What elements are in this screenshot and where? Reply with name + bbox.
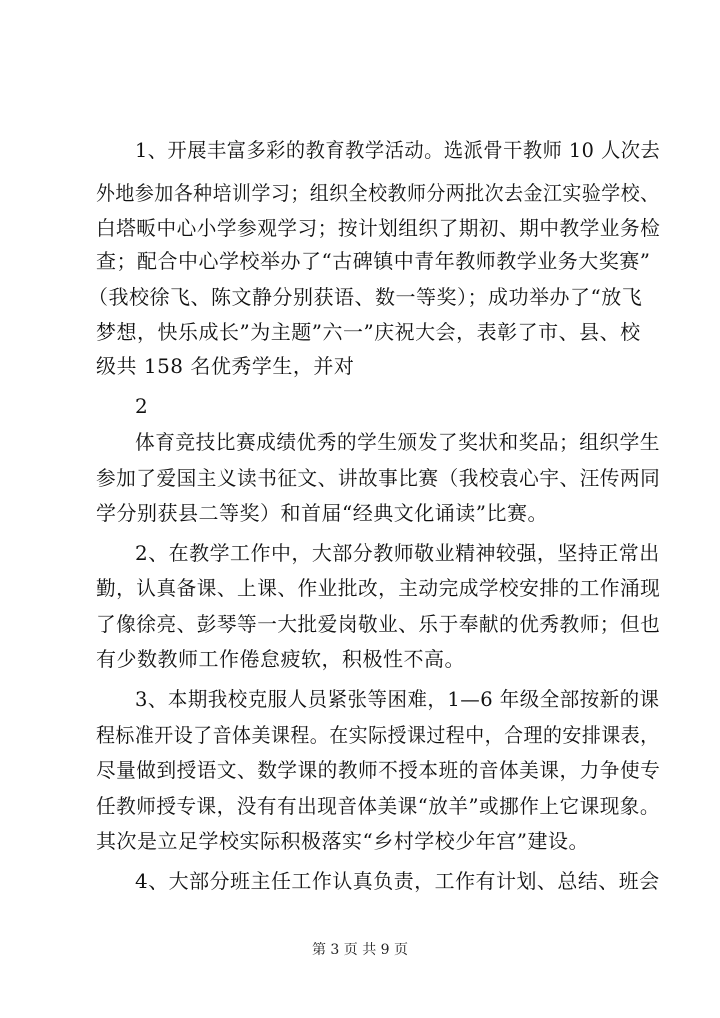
text-line: 学分别获县二等奖）和首届“经典文化诵读”比赛。	[96, 501, 548, 525]
text-line: 任教师授专课，没有有出现音体美课“放羊”或挪作上它课现象。	[96, 794, 661, 818]
text-line: 外地参加各种培训学习；组织全校教师分两批次去金江实验学校、	[96, 181, 660, 205]
text-line: 3、本期我校克服人员紧张等困难，1—6 年级全部按新的课	[135, 687, 660, 711]
page-footer: 第 3 页 共 9 页	[311, 942, 409, 958]
text-line: 有少数教师工作倦怠疲软，积极性不高。	[96, 647, 465, 671]
text-line: 体育竞技比赛成绩优秀的学生颁发了奖状和奖品；组织学生	[135, 430, 661, 454]
text-line: 白塔畈中心小学参观学习；按计划组织了期初、期中教学业务检	[96, 216, 661, 240]
text-line: 程标准开设了音体美课程。在实际授课过程中，合理的安排课表，	[96, 723, 660, 747]
text-line: 其次是立足学校实际积极落实“乡村学校少年宫”建设。	[96, 829, 589, 853]
text-line: 尽量做到授语文、数学课的教师不授本班的音体美课，力争使专	[96, 758, 661, 782]
text-line: 参加了爱国主义读书征文、讲故事比赛（我校袁心宇、汪传两同	[96, 466, 661, 490]
text-line: （我校徐飞、陈文静分别获语、数一等奖）；成功举办了“放飞	[88, 285, 643, 309]
text-line: 勤，认真备课、上课、作业批改，主动完成学校安排的工作涌现	[96, 576, 661, 600]
page-marker: 2	[135, 394, 149, 418]
text-line: 级共 158 名优秀学生，并对	[96, 354, 355, 378]
text-line: 了像徐亮、彭琴等一大批爱岗敬业、乐于奉献的优秀教师；但也	[96, 612, 661, 636]
text-line: 2、在教学工作中，大部分教师敬业精神较强，坚持正常出	[135, 541, 660, 565]
text-line: 1、开展丰富多彩的教育教学活动。选派骨干教师 10 人次去	[135, 138, 661, 162]
text-line: 梦想，快乐成长”为主题”六一”庆祝大会，表彰了市、县、校	[96, 320, 641, 344]
text-line: 查；配合中心学校举办了“古碑镇中青年教师教学业务大奖赛”	[96, 249, 651, 273]
text-line: 4、大部分班主任工作认真负责，工作有计划、总结、班会	[135, 869, 660, 893]
